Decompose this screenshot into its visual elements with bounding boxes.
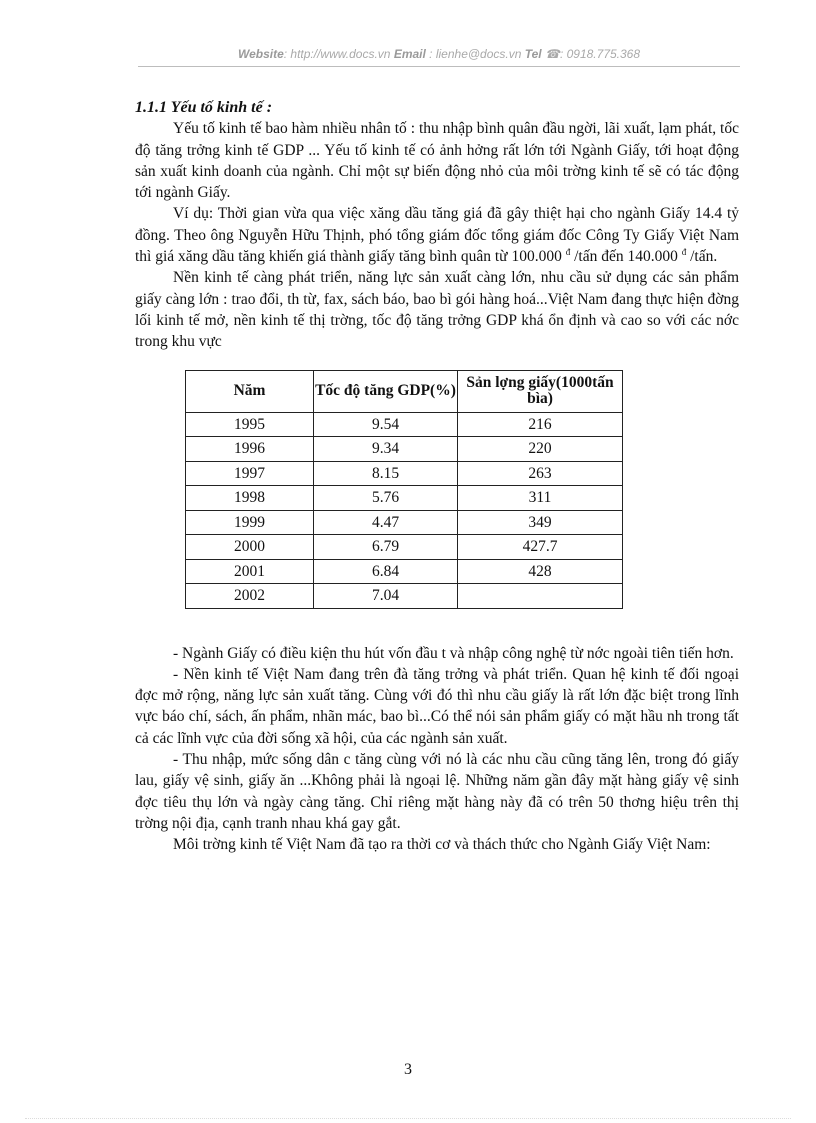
paragraph-conclusion: Môi trờng kinh tế Việt Nam đã tạo ra thời cơ và thách thức cho Ngành Giấy Việt Nam: [173, 836, 711, 854]
paragraph-income: - Thu nhập, mức sống dân c tăng cùng với nó là các nhu cầu cũng tăng lên, trong đó giấy lau, giấy vệ sinh, giấy ăn ...Không phải là ngoại lệ. Những năm gần đây mặt hàng giấy vệ sinh đợc tiêu thụ lớn và ngày càng tăng. Chỉ riêng mặt hàng này đã có trên 50 thơng hiệu trên thị trờng nội địa, cạnh tranh nhau khá gay gắt. [135, 751, 739, 832]
cell-paper-output [458, 584, 623, 609]
cell-year: 2001 [186, 559, 314, 584]
table-header-row [186, 370, 623, 412]
table-row [186, 510, 623, 535]
cell-year: 2002 [186, 584, 314, 609]
page-header [138, 47, 740, 61]
table-body [186, 412, 623, 608]
table-row [186, 486, 623, 511]
example-text-1: Ví dụ: Thời gian vừa qua việc xăng dầu tăng giá đã gây thiệt hại cho ngành Giấy 14.4 tỷ đồng. Theo ông Nguyễn Hữu Thịnh, phó tổng giám đốc tổng giám đốc Công Ty Giấy Việt Nam thì giá xăng dầu tăng khiến giá thành giấy tăng bình quân từ 100.000 [135, 205, 739, 266]
cell-year: 1995 [186, 412, 314, 437]
cell-paper-output: 427.7 [458, 535, 623, 560]
cell-gdp-growth: 7.04 [314, 584, 458, 609]
table-row [186, 461, 623, 486]
cell-year: 2000 [186, 535, 314, 560]
paragraph-economy: Nền kinh tế càng phát triển, năng lực sản xuất càng lớn, nhu cầu sử dụng các sản phẩm giấy càng lớn : trao đổi, th từ, fax, sách báo, bao bì gói hàng hoá...Việt Nam đang thực hiện đờng lối kinh tế mở, nền kinh tế thị trờng, tốc độ tăng trởng GDP khá ổn định và cao so với các nớc trong khu vực [135, 269, 739, 351]
table-row [186, 584, 623, 609]
example-text-2: /tấn đến 140.000 [570, 248, 682, 266]
currency-superscript-2: đ [681, 246, 687, 257]
header-gdp-growth: Tốc độ tăng GDP(%) [314, 370, 458, 412]
website-value: : http://www.docs.vn [283, 47, 391, 61]
cell-paper-output: 216 [458, 412, 623, 437]
table-row [186, 559, 623, 584]
tel-value: ☎: 0918.775.368 [545, 47, 641, 61]
example-text-3: /tấn. [686, 248, 718, 266]
table-row [186, 412, 623, 437]
cell-year: 1999 [186, 510, 314, 535]
bottom-section [135, 643, 739, 856]
cell-gdp-growth: 6.84 [314, 559, 458, 584]
cell-year: 1996 [186, 437, 314, 462]
email-label: Email [393, 47, 426, 61]
gdp-paper-table [185, 370, 623, 609]
table-row [186, 437, 623, 462]
paragraph-intro: Yếu tố kinh tế bao hàm nhiều nhân tố : thu nhập bình quân đầu ngời, lãi xuất, lạm phát, tốc độ tăng trởng kinh tế GDP ... Yếu tố kinh tế có ảnh hởng rất lớn tới Ngành Giấy, tới hoạt động sản xuất kinh doanh của ngành. Chỉ một sự biến động nhỏ của môi trờng kinh tế sẽ có tác động tới ngành Giấy. [135, 120, 739, 202]
currency-superscript-1: đ [565, 246, 571, 257]
cell-paper-output: 220 [458, 437, 623, 462]
page-number: 3 [404, 1061, 412, 1078]
table-row [186, 535, 623, 560]
page-body [135, 97, 739, 856]
section-heading: 1.1.1 Yếu tố kinh tế : [135, 99, 273, 116]
cell-gdp-growth: 9.54 [314, 412, 458, 437]
cell-gdp-growth: 4.47 [314, 510, 458, 535]
header-year: Năm [186, 370, 314, 412]
cell-paper-output: 349 [458, 510, 623, 535]
paragraph-growth: - Nền kinh tế Việt Nam đang trên đà tăng trởng và phát triển. Quan hệ kinh tế đối ngoại đợc mở rộng, năng lực sản xuất tăng. Cùng với đó thì nhu cầu giấy là rất lớn đặc biệt trong lĩnh vực báo chí, sách, ấn phẩm, nhãn mác, bao bì...Có thể nói sản phẩm giấy có mặt hầu nh trong tất cả các lĩnh vực của đời sống xã hội, của các ngành sản xuất. [135, 665, 739, 747]
cell-paper-output: 263 [458, 461, 623, 486]
tel-label: Tel [524, 47, 542, 61]
cell-paper-output: 311 [458, 486, 623, 511]
cell-paper-output: 428 [458, 559, 623, 584]
cell-gdp-growth: 8.15 [314, 461, 458, 486]
cell-year: 1997 [186, 461, 314, 486]
paragraph-investment: - Ngành Giấy có điều kiện thu hút vốn đầu t và nhập công nghệ từ nớc ngoài tiên tiến hơn. [173, 644, 734, 662]
website-label: Website [237, 47, 284, 61]
header-divider [138, 66, 740, 67]
cell-gdp-growth: 5.76 [314, 486, 458, 511]
paragraph-example [135, 203, 739, 267]
cell-gdp-growth: 9.34 [314, 437, 458, 462]
cell-gdp-growth: 6.79 [314, 535, 458, 560]
cell-year: 1998 [186, 486, 314, 511]
footer-divider [25, 1118, 791, 1119]
header-paper-output: Sản lợng giấy(1000tấn bìa) [458, 370, 623, 412]
email-value: : lienhe@docs.vn [429, 47, 522, 61]
